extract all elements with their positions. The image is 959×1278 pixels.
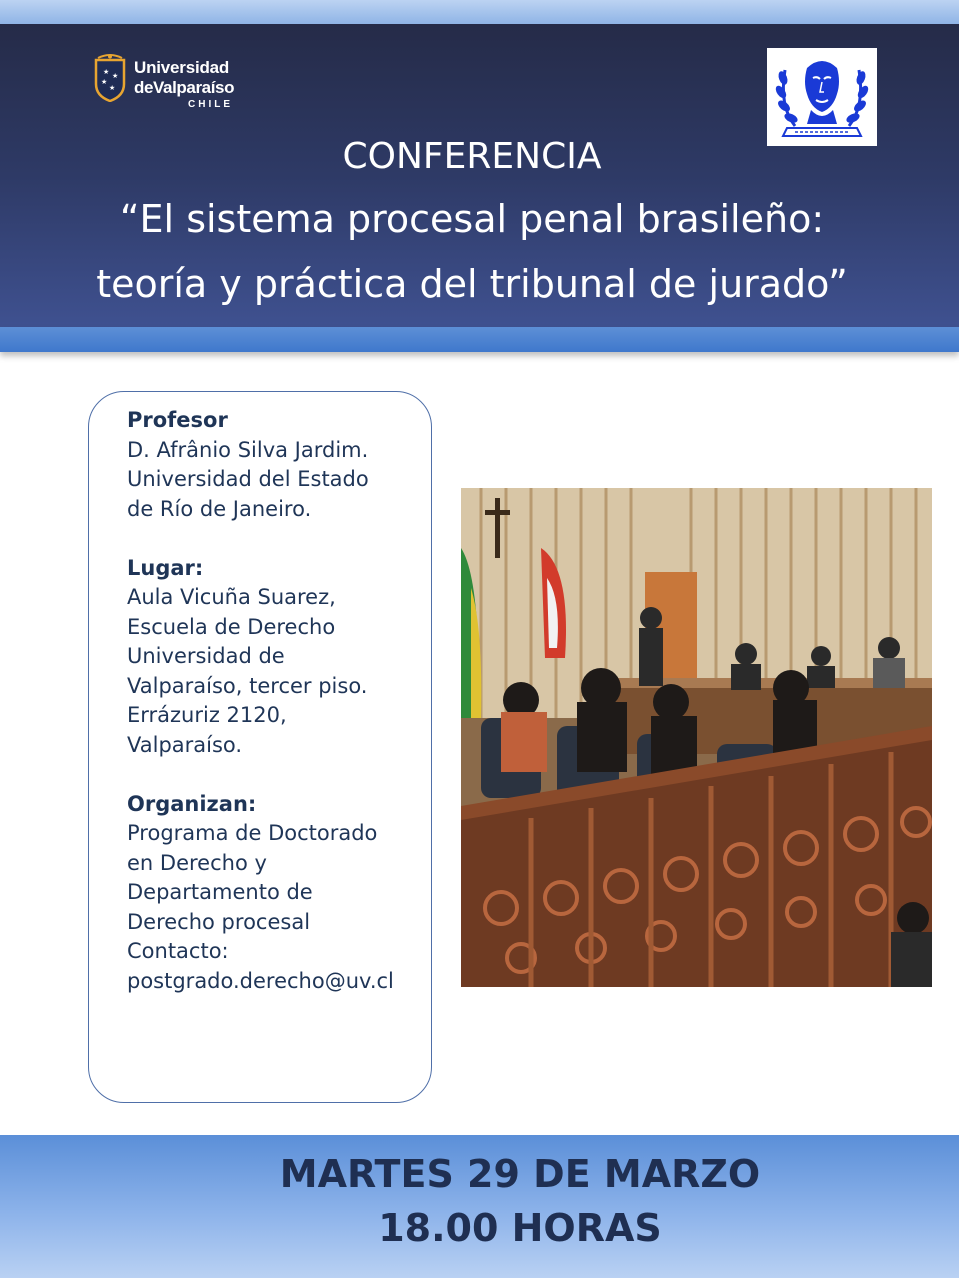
conference-label: CONFERENCIA (342, 136, 602, 177)
conference-title-line-2: teoría y práctica del tribunal de jurado” (96, 262, 848, 306)
university-logo (92, 46, 242, 116)
event-time: 18.00 HORAS (378, 1206, 662, 1250)
organizan-line: Derecho procesal (127, 909, 311, 934)
svg-text:★: ★ (112, 72, 119, 80)
law-school-seal (767, 48, 877, 146)
lugar-heading: Lugar: (127, 555, 204, 580)
courtroom-illustration (461, 488, 932, 987)
conference-title-line-1: “El sistema procesal penal brasileño: (119, 197, 825, 241)
svg-text:★: ★ (103, 68, 110, 76)
lugar-line: Aula Vicuña Suarez, (127, 585, 336, 609)
logo-line-1: Universidad (134, 58, 230, 77)
contact-email: postgrado.derecho@uv.cl (127, 968, 394, 993)
profesor-line: D. Afrânio Silva Jardim. (127, 437, 369, 462)
lugar-line: Valparaíso, tercer piso. (127, 673, 368, 698)
lugar-line: Universidad de (127, 644, 285, 668)
organizan-line: Departamento de (127, 880, 313, 904)
organizan-heading: Organizan: (127, 791, 257, 816)
lugar-line: Errázuriz 2120, (127, 703, 287, 727)
shield-logo-icon (94, 54, 126, 102)
organizan-line: en Derecho y (127, 850, 267, 875)
lugar-line: Escuela de Derecho (127, 614, 336, 639)
contacto-label: Contacto: (127, 939, 229, 963)
profesor-line: de Río de Janeiro. (127, 496, 312, 521)
logo-line-3: CHILE (188, 99, 233, 110)
logo-line-2: deValparaíso (134, 78, 235, 97)
courtroom-jury-photo (461, 488, 932, 987)
profesor-line: Universidad del Estado (127, 467, 369, 491)
header-underline (0, 327, 959, 352)
info-content (127, 406, 427, 996)
profesor-heading: Profesor (127, 408, 228, 432)
svg-text:★: ★ (101, 78, 108, 86)
lugar-line: Valparaíso. (127, 732, 243, 757)
svg-text:★: ★ (109, 84, 116, 92)
organizan-line: Programa de Doctorado (127, 821, 378, 845)
law-school-seal-icon (767, 48, 877, 146)
top-strip (0, 0, 959, 24)
event-date: MARTES 29 DE MARZO (279, 1152, 761, 1196)
